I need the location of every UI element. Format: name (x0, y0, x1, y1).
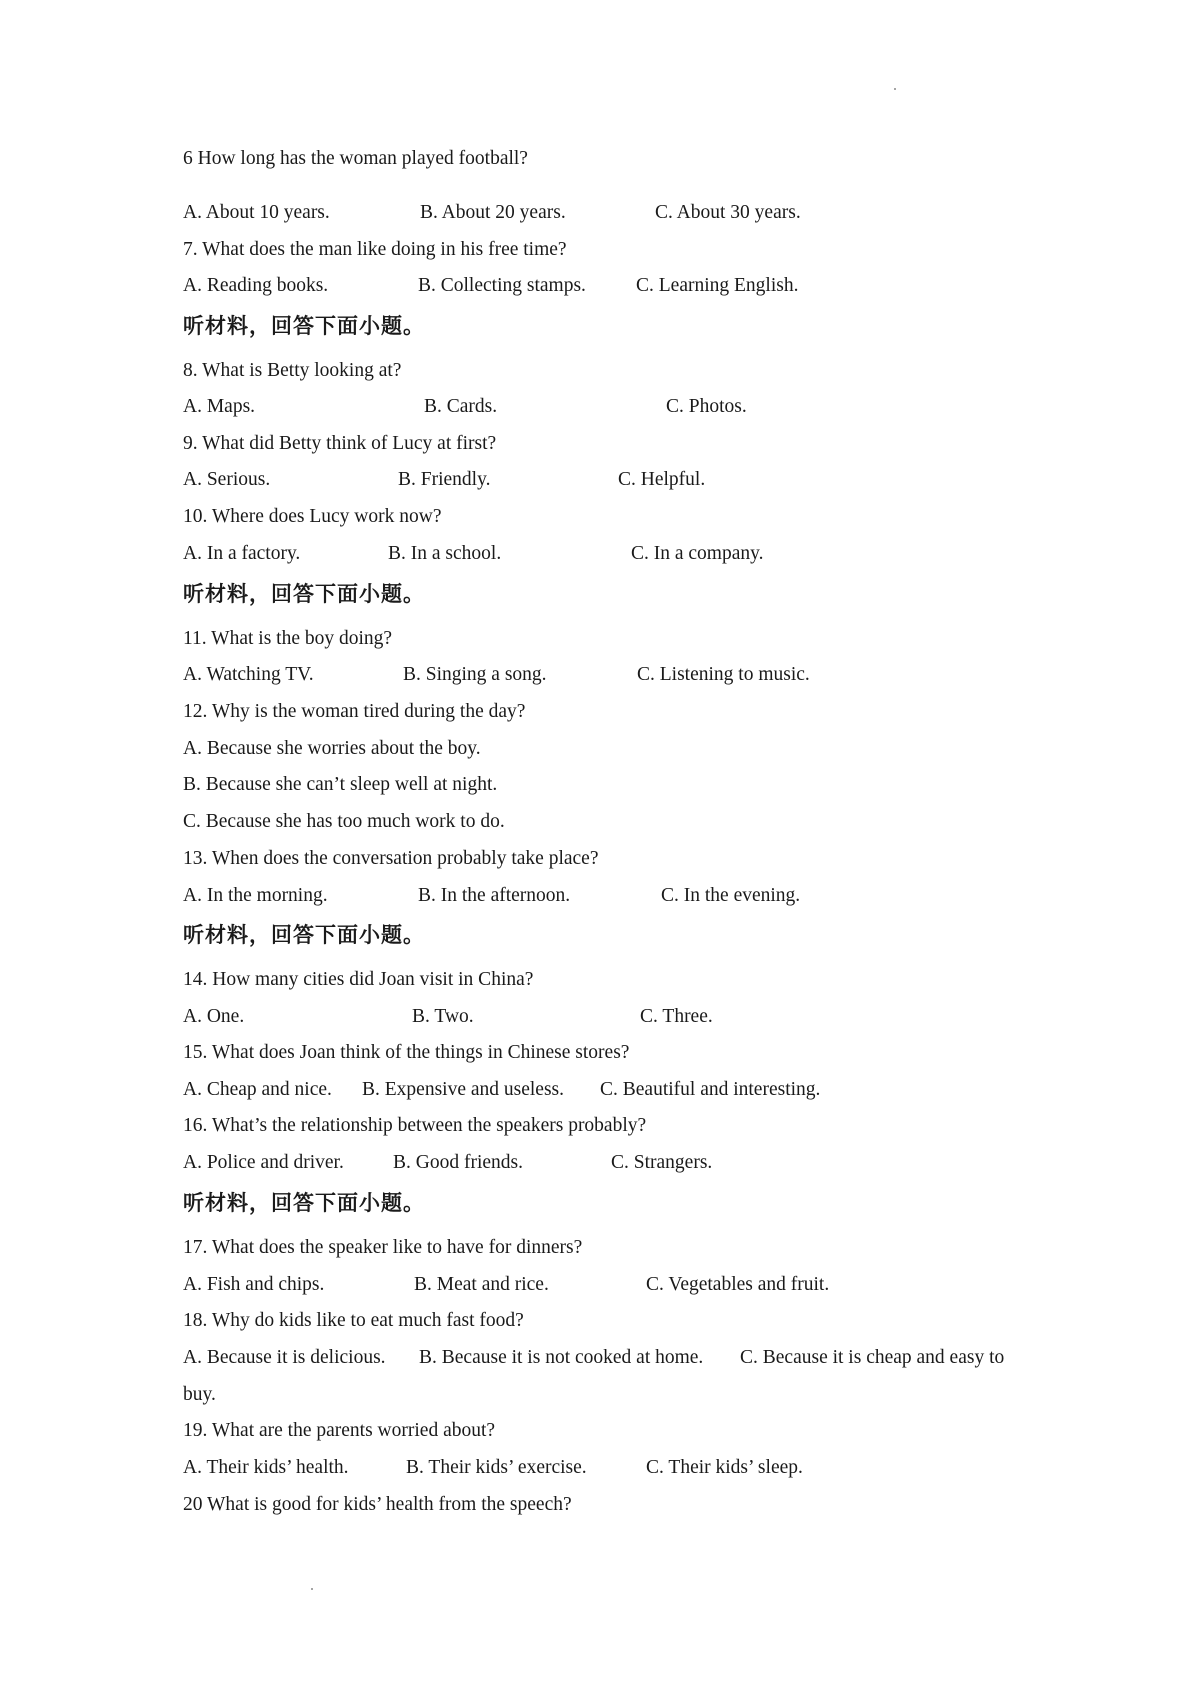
question-9-option-c: C. Helpful. (618, 469, 706, 490)
question-15-option-c: C. Beautiful and interesting. (600, 1079, 821, 1100)
question-12-option-a: A. Because she worries about the boy. (183, 738, 481, 759)
question-14-option-c: C. Three. (640, 1006, 713, 1027)
question-6-option-b: B. About 20 years. (420, 202, 566, 223)
question-13: 13. When does the conversation probably take place? (183, 848, 599, 869)
question-14-option-a: A. One. (183, 1006, 245, 1027)
question-11-option-b: B. Singing a song. (403, 664, 547, 685)
section-heading: 听材料，回答下面小题。 (183, 923, 425, 947)
question-19-option-c: C. Their kids’ sleep. (646, 1457, 803, 1478)
question-14-option-b: B. Two. (412, 1006, 474, 1027)
section-heading: 听材料，回答下面小题。 (183, 582, 425, 606)
question-16-option-c: C. Strangers. (611, 1152, 713, 1173)
section-heading: 听材料，回答下面小题。 (183, 1191, 425, 1215)
question-18-option-c-continued: buy. (183, 1384, 216, 1405)
question-7-option-a: A. Reading books. (183, 275, 329, 296)
question-18-option-c: C. Because it is cheap and easy to (740, 1347, 1005, 1368)
question-13-option-c: C. In the evening. (661, 885, 801, 906)
question-16-option-b: B. Good friends. (393, 1152, 523, 1173)
question-11: 11. What is the boy doing? (183, 628, 393, 649)
question-19-option-b: B. Their kids’ exercise. (406, 1457, 587, 1478)
question-11-option-a: A. Watching TV. (183, 664, 314, 685)
question-10-option-c: C. In a company. (631, 543, 764, 564)
question-17-option-a: A. Fish and chips. (183, 1274, 325, 1295)
question-17-option-b: B. Meat and rice. (414, 1274, 549, 1295)
question-16: 16. What’s the relationship between the speakers probably? (183, 1115, 647, 1136)
question-12-option-c: C. Because she has too much work to do. (183, 811, 505, 832)
question-12-option-b: B. Because she can’t sleep well at night. (183, 774, 498, 795)
question-19: 19. What are the parents worried about? (183, 1420, 496, 1441)
question-17: 17. What does the speaker like to have for dinners? (183, 1237, 583, 1258)
speck-bottom (311, 1588, 313, 1590)
question-20: 20 What is good for kids’ health from the speech? (183, 1494, 572, 1515)
question-18-option-b: B. Because it is not cooked at home. (419, 1347, 704, 1368)
question-17-option-c: C. Vegetables and fruit. (646, 1274, 830, 1295)
question-15: 15. What does Joan think of the things in Chinese stores? (183, 1042, 630, 1063)
section-heading: 听材料，回答下面小题。 (183, 314, 425, 338)
question-9: 9. What did Betty think of Lucy at first? (183, 433, 497, 454)
question-10-option-a: A. In a factory. (183, 543, 301, 564)
speck-top (894, 88, 896, 90)
question-9-option-b: B. Friendly. (398, 469, 491, 490)
question-19-option-a: A. Their kids’ health. (183, 1457, 349, 1478)
question-12: 12. Why is the woman tired during the day? (183, 701, 526, 722)
question-6-option-a: A. About 10 years. (183, 202, 330, 223)
question-15-option-a: A. Cheap and nice. (183, 1079, 332, 1100)
question-8-option-c: C. Photos. (666, 396, 747, 417)
question-13-option-a: A. In the morning. (183, 885, 328, 906)
question-14: 14. How many cities did Joan visit in China? (183, 969, 534, 990)
question-7-option-b: B. Collecting stamps. (418, 275, 586, 296)
question-8-option-a: A. Maps. (183, 396, 256, 417)
question-8-option-b: B. Cards. (424, 396, 498, 417)
question-8: 8. What is Betty looking at? (183, 360, 402, 381)
question-9-option-a: A. Serious. (183, 469, 271, 490)
question-7: 7. What does the man like doing in his free time? (183, 239, 567, 260)
question-10-option-b: B. In a school. (388, 543, 502, 564)
question-7-option-c: C. Learning English. (636, 275, 799, 296)
question-16-option-a: A. Police and driver. (183, 1152, 344, 1173)
question-6-option-c: C. About 30 years. (655, 202, 801, 223)
question-11-option-c: C. Listening to music. (637, 664, 810, 685)
question-6: 6 How long has the woman played football? (183, 148, 528, 169)
question-18: 18. Why do kids like to eat much fast food? (183, 1310, 524, 1331)
question-13-option-b: B. In the afternoon. (418, 885, 571, 906)
question-15-option-b: B. Expensive and useless. (362, 1079, 565, 1100)
question-10: 10. Where does Lucy work now? (183, 506, 442, 527)
question-18-option-a: A. Because it is delicious. (183, 1347, 386, 1368)
